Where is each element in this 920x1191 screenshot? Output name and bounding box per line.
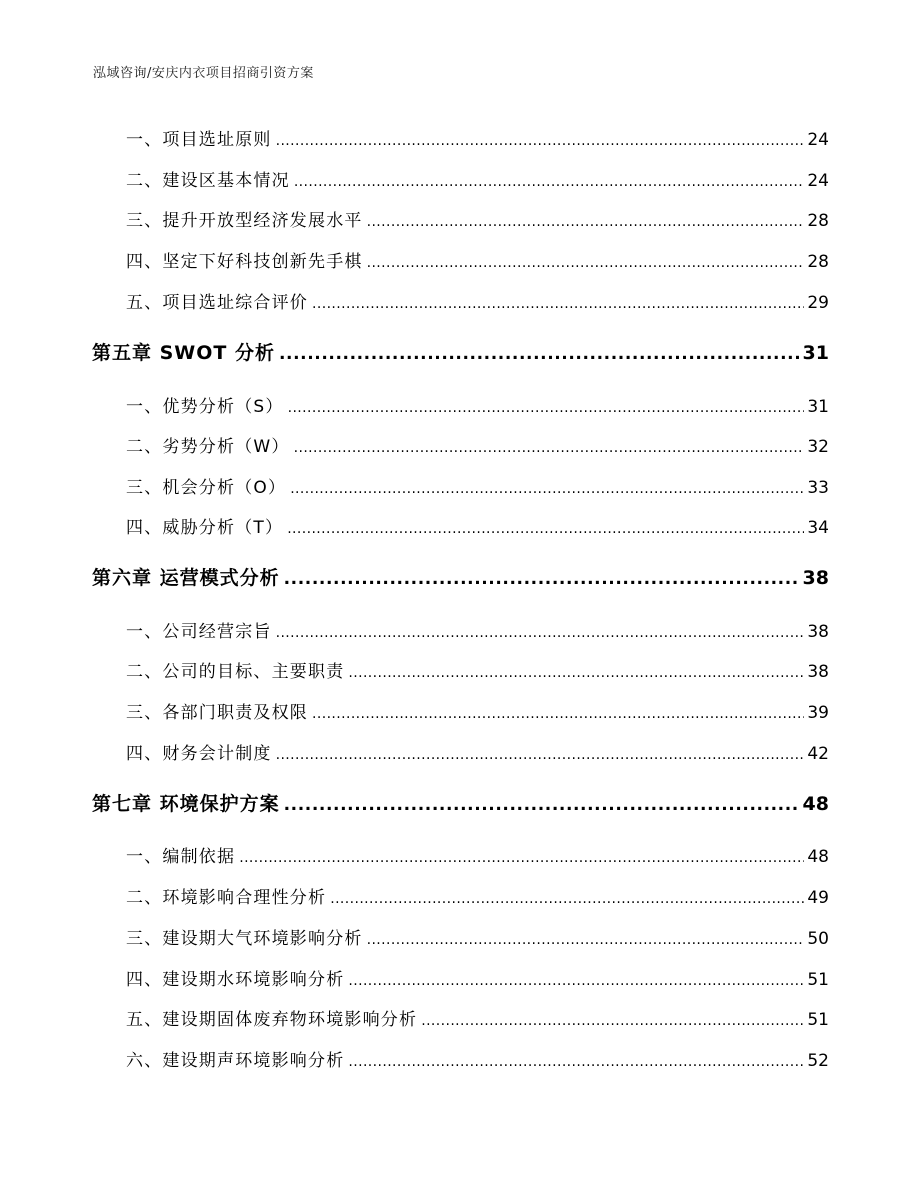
toc-entry[interactable] [126, 617, 829, 642]
toc-entry[interactable] [126, 247, 829, 272]
toc-entry-title: 劣势分析（W） [162, 437, 290, 457]
toc-entry-number: 三、 [126, 929, 163, 949]
toc-entry-number: 二、 [126, 437, 163, 457]
toc-entry-title: 坚定下好科技创新先手棋 [162, 252, 363, 272]
dot-leader [294, 437, 805, 457]
dot-leader [276, 130, 805, 150]
toc-entry-number: 一、 [126, 622, 163, 642]
toc-entry-number: 五、 [126, 293, 163, 313]
toc-entry-number: 二、 [126, 171, 163, 191]
toc-entry-title: 项目选址综合评价 [162, 293, 309, 313]
dot-leader [276, 622, 805, 642]
toc-entry-title: 建设期声环境影响分析 [162, 1051, 345, 1071]
dot-leader [284, 793, 800, 815]
toc-entry-page: 33 [807, 478, 829, 498]
toc-entry-page: 28 [807, 211, 829, 231]
dot-leader [330, 888, 804, 908]
toc-entry[interactable] [126, 1005, 829, 1030]
dot-leader [367, 929, 805, 949]
toc-entry-number: 四、 [126, 252, 163, 272]
toc-entry[interactable] [126, 698, 829, 723]
toc-entry-number: 二、 [126, 662, 163, 682]
toc-entry-title: 机会分析（O） [162, 478, 287, 498]
toc-entry-number: 一、 [126, 397, 163, 417]
toc-entry-number: 四、 [126, 518, 163, 538]
toc-entry[interactable] [126, 924, 829, 949]
toc-chapter-entry[interactable] [92, 563, 829, 590]
toc-entry-page: 50 [807, 929, 829, 949]
dot-leader [290, 478, 804, 498]
toc-entry-number: 四、 [126, 744, 163, 764]
toc-entry-number: 三、 [126, 211, 163, 231]
toc-entry-number: 一、 [126, 847, 163, 867]
toc-entry[interactable] [126, 288, 829, 313]
toc-entry-title: 公司经营宗旨 [162, 622, 272, 642]
toc-entry-page: 31 [807, 397, 829, 417]
toc-entry-title: 建设期固体废弃物环境影响分析 [162, 1010, 418, 1030]
toc-entry-number: 四、 [126, 970, 163, 990]
dot-leader [348, 970, 804, 990]
toc-entry-title: 财务会计制度 [162, 744, 272, 764]
dot-leader [348, 662, 804, 682]
toc-entry-page: 51 [807, 1010, 829, 1030]
toc-entry-title: 环境影响合理性分析 [162, 888, 327, 908]
toc-entry-page: 24 [807, 130, 829, 150]
toc-entry-number: 三、 [126, 703, 163, 723]
toc-entry[interactable] [126, 432, 829, 457]
toc-entry-title: 提升开放型经济发展水平 [162, 211, 363, 231]
toc-entry-page: 38 [807, 622, 829, 642]
toc-entry-page: 28 [807, 252, 829, 272]
toc-entry-title: 编制依据 [162, 847, 236, 867]
toc-entry[interactable] [126, 883, 829, 908]
toc-entry-page: 29 [807, 293, 829, 313]
toc-entry-number: 六、 [126, 1051, 163, 1071]
toc-entry[interactable] [126, 392, 829, 417]
dot-leader [367, 211, 805, 231]
toc-entry[interactable] [126, 166, 829, 191]
toc-entry-number: 五、 [126, 1010, 163, 1030]
toc-chapter-entry[interactable] [92, 338, 829, 365]
toc-chapter-title: 第六章 运营模式分析 [92, 567, 280, 589]
toc-entry-page: 24 [807, 171, 829, 191]
toc-entry-title: 公司的目标、主要职责 [162, 662, 345, 682]
toc-entry[interactable] [126, 842, 829, 867]
toc-entry-page: 42 [807, 744, 829, 764]
toc-entry-title: 建设期水环境影响分析 [162, 970, 345, 990]
dot-leader [421, 1010, 804, 1030]
dot-leader [276, 744, 805, 764]
dot-leader [287, 518, 804, 538]
toc-entry-page: 52 [807, 1051, 829, 1071]
toc-entry-title: 项目选址原则 [162, 130, 272, 150]
dot-leader [288, 397, 805, 417]
toc-entry-number: 二、 [126, 888, 163, 908]
dot-leader [294, 171, 805, 191]
toc-entry-title: 各部门职责及权限 [162, 703, 309, 723]
toc-chapter-title: 第七章 环境保护方案 [92, 793, 280, 815]
toc-entry-page: 31 [802, 342, 829, 364]
running-header: 泓域咨询/安庆内衣项目招商引资方案 [93, 66, 314, 81]
toc-entry[interactable] [126, 206, 829, 231]
toc-entry-page: 34 [807, 518, 829, 538]
dot-leader [239, 847, 804, 867]
toc-chapter-title: 第五章 SWOT 分析 [92, 342, 275, 364]
toc-entry-title: 威胁分析（T） [162, 518, 284, 538]
toc-entry[interactable] [126, 1046, 829, 1071]
dot-leader [312, 703, 804, 723]
dot-leader [312, 293, 804, 313]
toc-entry-page: 51 [807, 970, 829, 990]
toc-entry[interactable] [126, 473, 829, 498]
toc-entry[interactable] [126, 657, 829, 682]
toc-entry[interactable] [126, 125, 829, 150]
toc-entry-page: 32 [807, 437, 829, 457]
toc-entry-page: 38 [807, 662, 829, 682]
toc-chapter-entry[interactable] [92, 789, 829, 816]
toc-entry-number: 一、 [126, 130, 163, 150]
dot-leader [284, 567, 800, 589]
toc-entry-page: 48 [802, 793, 829, 815]
dot-leader [348, 1051, 804, 1071]
toc-entry[interactable] [126, 739, 829, 764]
toc-entry-title: 优势分析（S） [162, 397, 284, 417]
toc-entry-page: 39 [807, 703, 829, 723]
toc-entry[interactable] [126, 513, 829, 538]
toc-entry-page: 48 [807, 847, 829, 867]
dot-leader [367, 252, 805, 272]
toc-entry[interactable] [126, 965, 829, 990]
toc-entry-page: 38 [802, 567, 829, 589]
toc-entry-title: 建设区基本情况 [162, 171, 290, 191]
dot-leader [279, 342, 800, 364]
toc-entry-page: 49 [807, 888, 829, 908]
toc-entry-number: 三、 [126, 478, 163, 498]
toc-entry-title: 建设期大气环境影响分析 [162, 929, 363, 949]
